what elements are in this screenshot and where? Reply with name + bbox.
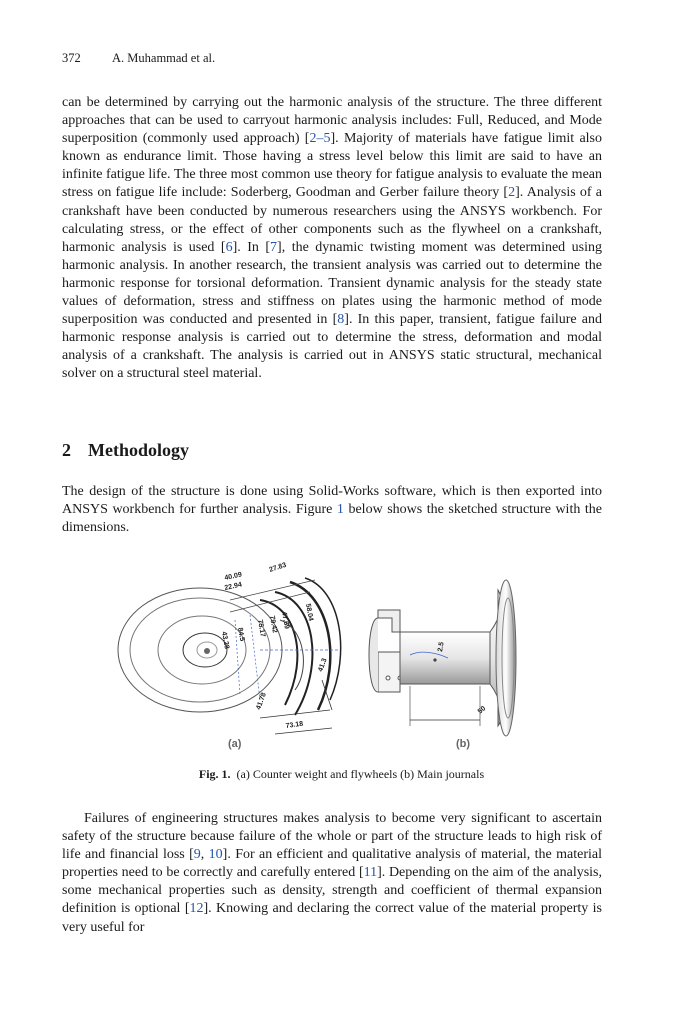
dim-label: 41.78: [255, 691, 268, 711]
body-paragraph-2: [62, 483, 602, 537]
dim-label: 84.5: [236, 627, 246, 642]
text-run: The design of the structure is done using Solid-Works software, which is then exported into ANSYS workbench for further analysis. Figure: [62, 484, 602, 518]
dim-label: 43.28: [220, 631, 230, 650]
dim-label: 41.3: [317, 657, 329, 673]
text-run: ]. Analysis of a crankshaft have been conducted by numerous researchers using the ANSYS workbench. For calculating stress, or the effect of other components such as the flywheel on a crankshaft, harmonic analysis is used [: [62, 185, 603, 255]
citation-link[interactable]: 2–5: [309, 131, 331, 147]
citation-link[interactable]: 12: [189, 901, 204, 917]
text-run: ]. In [: [232, 239, 271, 255]
dim-label: 58.04: [304, 603, 314, 622]
dim-label: 75.17: [256, 619, 266, 638]
citation-link[interactable]: 8: [337, 312, 345, 328]
body-paragraph-3: [62, 810, 602, 937]
text-run: ,: [200, 847, 209, 863]
text-run: ]. For an efficient and qualitative analysis of material, the material properties need to be correctly and carefully entered [: [62, 847, 603, 881]
dim-label: 2.5: [437, 641, 446, 653]
section-heading: [62, 440, 189, 461]
dim-label: 50: [476, 705, 488, 716]
figure-1: [110, 560, 530, 750]
dim-label: 22.94: [223, 581, 243, 592]
citation-link[interactable]: 11: [363, 865, 378, 881]
running-authors: A. Muhammad et al.: [112, 51, 216, 65]
section-title: Methodology: [88, 440, 189, 460]
dim-label: 27.83: [268, 561, 288, 574]
main-journals-drawing: [369, 580, 516, 736]
running-header: [62, 51, 215, 66]
text-run: ]. Depending on the aim of the analysis, some mechanical properties such as density, strength and coefficient of thermal expansion definition is optional [: [62, 865, 602, 917]
dim-label: 40.09: [223, 571, 243, 582]
text-run: ], the dynamic twisting moment was determined using harmonic analysis. In another research, the transient analysis was carried out to determine the harmonic response for torsional deformation. Transient dynamic analysis for the steady state values of deformation, stress and stiffness on plates using the harmonic method of mode superposition was conducted and presented in [: [62, 239, 602, 328]
text-run: ]. Knowing and declaring the correct value of the material property is very useful for: [62, 901, 602, 935]
subfigure-label-b: (b): [456, 738, 471, 750]
text-run: ]. Majority of materials have fatigue limit also known as endurance limit. Those having a stress level below this limit are said to have an infinite fatigue life. The three most common use theory for fatigue analysis to evaluate the mean stress on fatigue life include: Soderberg, Goodman and Gerber failure theory [: [62, 131, 602, 201]
body-paragraph-1: [62, 94, 602, 384]
text-run: Failures of engineering structures makes analysis to become very significant to ascertain safety of the structure because failure of the whole or part of the structure leads to high risk of life and financial loss [: [62, 811, 602, 863]
caption-label: Fig. 1.: [198, 767, 231, 781]
text-run: below shows the sketched structure with the dimensions.: [62, 502, 602, 536]
citation-link[interactable]: 10: [208, 847, 223, 863]
section-number: 2: [62, 440, 71, 460]
citation-link[interactable]: 7: [270, 239, 278, 255]
dim-label: 79.42: [268, 615, 278, 634]
caption-text: (a) Counter weight and flywheels (b) Main journals: [236, 767, 485, 781]
dim-label: 73.18: [285, 720, 304, 730]
text-run: can be determined by carrying out the harmonic analysis of the structure. The three different approaches that can be used to carryout harmonic analysis includes: Full, Reduced, and Mode superposition (commonly used approach) [: [62, 95, 602, 147]
citation-link[interactable]: 2: [508, 185, 516, 201]
dim-label: 47.69: [280, 611, 290, 630]
text-run: ]. In this paper, transient, fatigue failure and harmonic response analysis is carried out to determine the stress, deformation and modal analysis of a crankshaft. The analysis is carried out in ANSYS static structural, mechanical solver on a structural steel material.: [62, 312, 602, 382]
figure-link[interactable]: 1: [336, 502, 344, 518]
counterweight-flywheel-drawing: [118, 578, 341, 734]
figure-caption: [0, 767, 683, 782]
page-number: 372: [62, 51, 81, 65]
citation-link[interactable]: 9: [193, 847, 201, 863]
citation-link[interactable]: 6: [225, 239, 233, 255]
subfigure-label-a: (a): [228, 738, 242, 750]
